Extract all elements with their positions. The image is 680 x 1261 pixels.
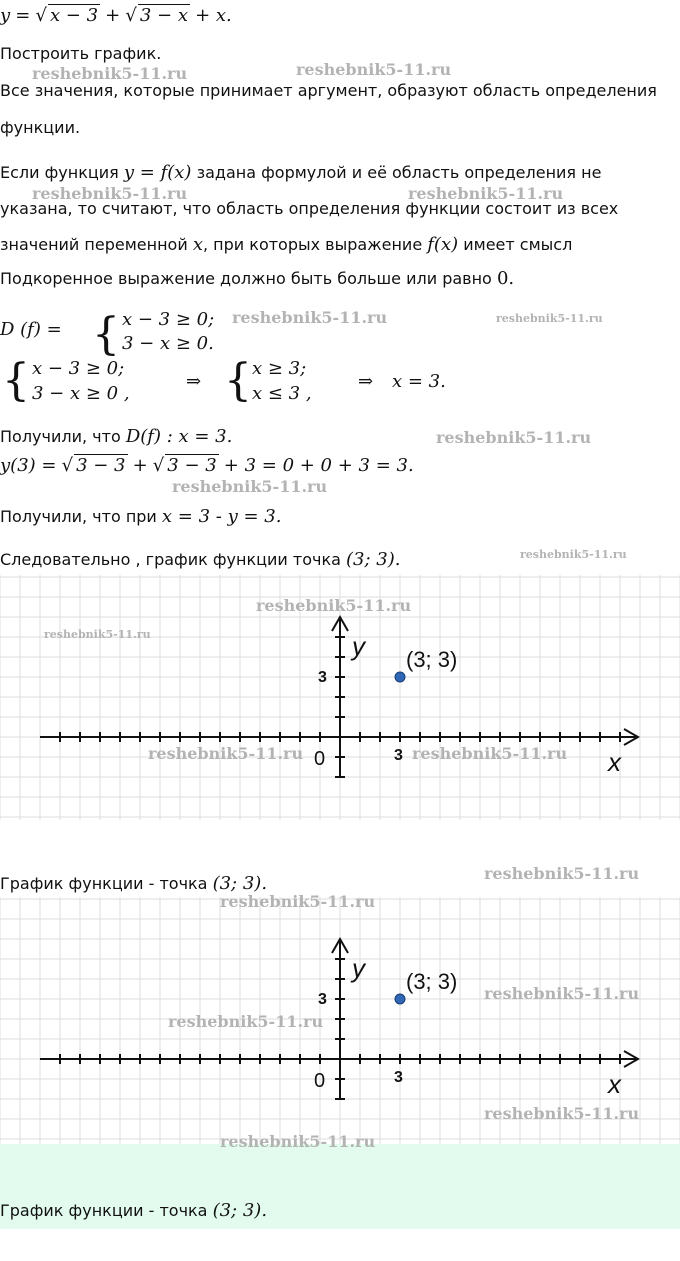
y-axis-label: y — [352, 953, 365, 983]
watermark: reshebnik5-11.ru — [172, 477, 328, 496]
condition-line-3: значений переменной x, при которых выражение f(x) имеет смысл — [0, 234, 573, 255]
x-tick-3-label: 3 — [394, 747, 403, 764]
system2-result: x = 3. — [392, 371, 446, 392]
domain-lhs: D (f) = — [0, 319, 62, 340]
left-brace: { — [224, 355, 252, 406]
x-axis-label: x — [608, 1069, 621, 1099]
condition-line-1: Если функция y = f(x) задана формулой и её область определения не — [0, 162, 602, 183]
watermark: reshebnik5-11.ru — [484, 984, 640, 1003]
watermark: reshebnik5-11.ru — [32, 184, 188, 203]
system2-row1: x − 3 ≥ 0; — [32, 358, 125, 379]
y-tick-3-label: 3 — [318, 669, 327, 686]
watermark: reshebnik5-11.ru — [296, 60, 452, 79]
watermark: reshebnik5-11.ru — [496, 312, 603, 325]
caption-2: График функции - точка (3; 3). — [0, 1200, 268, 1221]
domain-definition-line-2: функции. — [0, 118, 81, 137]
watermark: reshebnik5-11.ru — [148, 744, 304, 763]
caption-1: График функции - точка (3; 3). — [0, 873, 268, 894]
watermark: reshebnik5-11.ru — [408, 184, 564, 203]
point-3-3 — [395, 994, 405, 1004]
point-label: (3; 3) — [406, 647, 458, 672]
watermark: reshebnik5-11.ru — [220, 892, 376, 911]
watermark: reshebnik5-11.ru — [32, 64, 188, 83]
watermark: reshebnik5-11.ru — [520, 548, 627, 561]
watermark: reshebnik5-11.ru — [44, 628, 151, 641]
radicand-rule: Подкоренное выражение должно быть больше или равно 0. — [0, 268, 515, 289]
system1-row1: x − 3 ≥ 0; — [122, 309, 215, 330]
radical-2: 3 − x — [139, 5, 188, 26]
watermark: reshebnik5-11.ru — [412, 744, 568, 763]
got-domain: Получили, что D(f) : x = 3. — [0, 426, 233, 447]
point-3-3 — [395, 672, 405, 682]
watermark: reshebnik5-11.ru — [484, 864, 640, 883]
watermark: reshebnik5-11.ru — [256, 596, 412, 615]
point-label: (3; 3) — [406, 969, 458, 994]
watermark: reshebnik5-11.ru — [232, 308, 388, 327]
implies-arrow-2: ⇒ — [358, 371, 374, 392]
x-axis-label: x — [608, 747, 621, 777]
watermark: reshebnik5-11.ru — [484, 1104, 640, 1123]
left-brace: { — [2, 355, 30, 406]
x-tick-3-label: 3 — [394, 1069, 403, 1086]
left-brace: { — [92, 309, 120, 360]
system2-row2: 3 − x ≥ 0 , — [32, 383, 130, 404]
origin-label: 0 — [314, 1070, 326, 1092]
watermark: reshebnik5-11.ru — [168, 1012, 324, 1031]
y-tick-3-label: 3 — [318, 991, 327, 1008]
value-calculation: y(3) = √ 3 − 3 + √ 3 − 3 + 3 = 0 + 0 + 3 = 3. — [0, 455, 414, 476]
domain-definition-line-1: Все значения, которые принимает аргумент, образуют область определения — [0, 81, 657, 100]
y-axis-label: y — [352, 631, 365, 661]
origin-label: 0 — [314, 748, 326, 770]
watermark: reshebnik5-11.ru — [220, 1132, 376, 1151]
system2-row4: x ≤ 3 , — [252, 383, 312, 404]
system1-row2: 3 − x ≥ 0. — [122, 333, 214, 354]
radical-1: x − 3 — [49, 5, 99, 26]
function-formula: y = √ x − 3 + √ 3 − x + x. — [0, 5, 232, 26]
implies-arrow-1: ⇒ — [186, 371, 202, 392]
got-value: Получили, что при x = 3 - y = 3. — [0, 506, 282, 527]
watermark: reshebnik5-11.ru — [436, 428, 592, 447]
task-text: Построить график. — [0, 44, 162, 63]
system2-row3: x ≥ 3; — [252, 358, 307, 379]
condition-line-2: указана, то считают, что область определения функции состоит из всех — [0, 199, 619, 218]
conclusion: Следовательно , график функции точка (3; 3). — [0, 549, 401, 570]
